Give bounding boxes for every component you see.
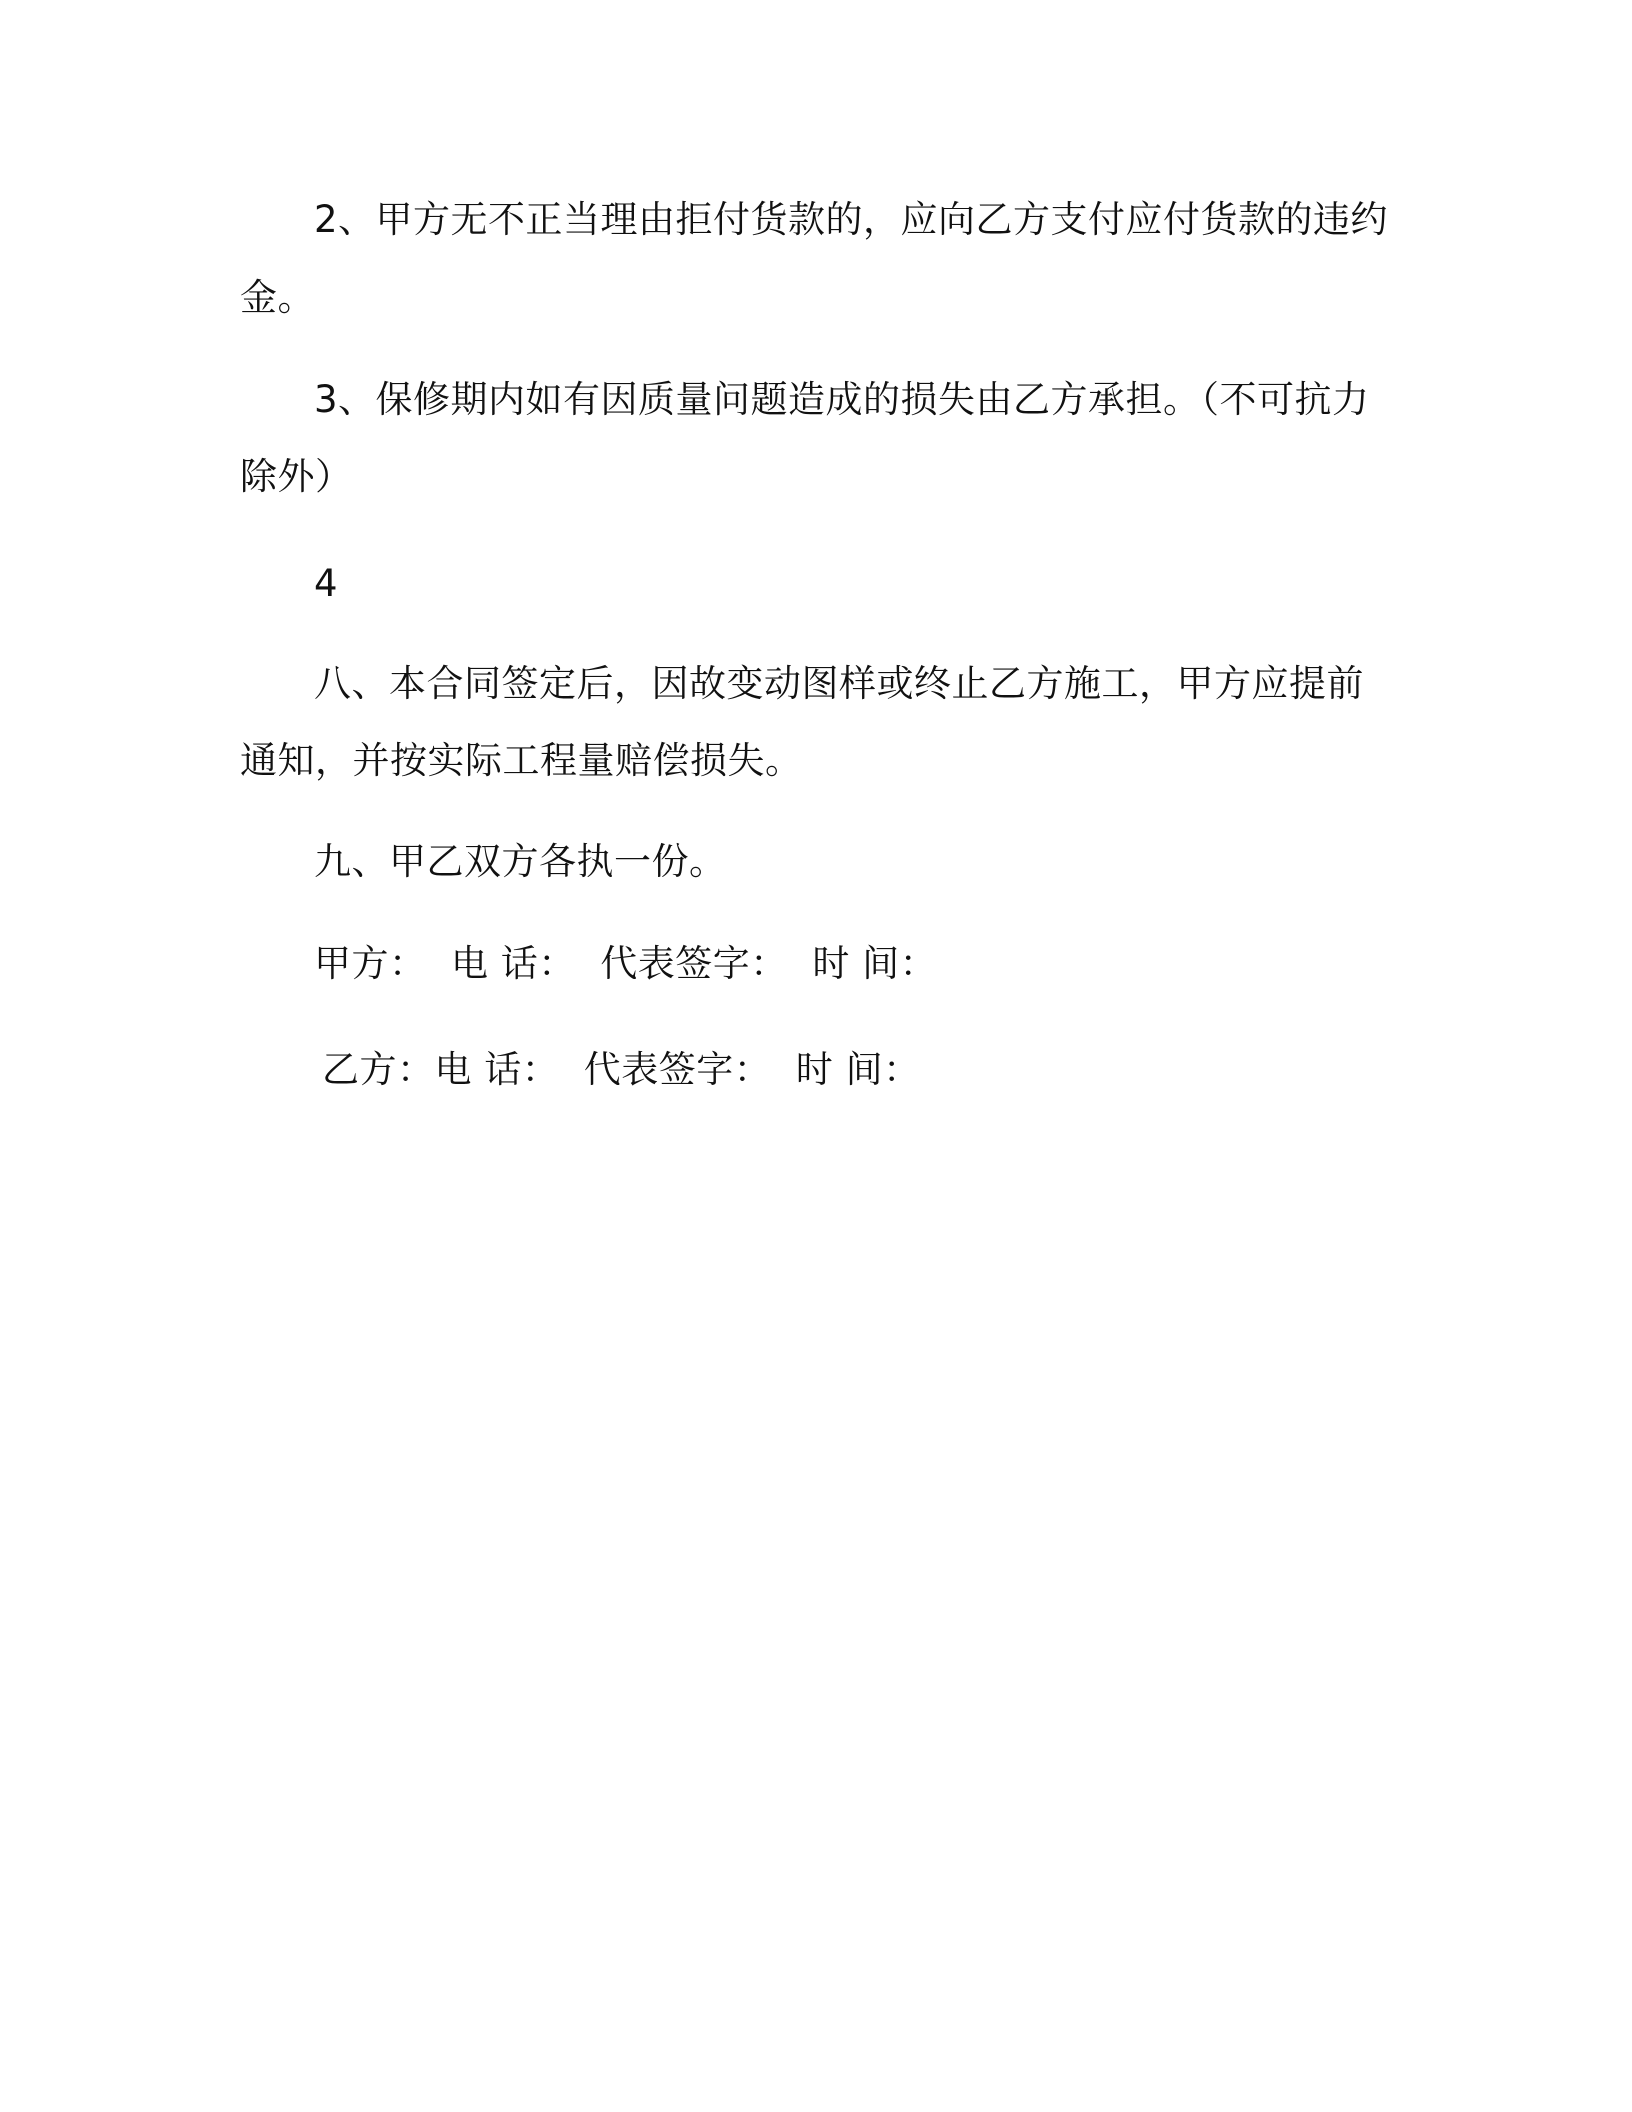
- clause-8-line-1: 八、本合同签定后，因故变动图样或终止乙方施工，甲方应提前: [314, 662, 1364, 705]
- signature-line-party-b: 乙方：电 话： 代表签字： 时 间：: [322, 1048, 921, 1091]
- clause-3-line-1: 3、保修期内如有因质量问题造成的损失由乙方承担。（不可抗力: [314, 378, 1370, 421]
- clause-2-line-1: 2、甲方无不正当理由拒付货款的，应向乙方支付应付货款的违约: [314, 198, 1389, 241]
- clause-2-line-2: 金。: [240, 276, 315, 319]
- signature-line-party-a: 甲方： 电 话： 代表签字： 时 间：: [314, 942, 938, 985]
- clause-3-line-2: 除外）: [240, 455, 353, 498]
- item-4: 4: [314, 562, 339, 605]
- clause-8-line-2: 通知，并按实际工程量赔偿损失。: [240, 739, 803, 782]
- clause-9: 九、甲乙双方各执一份。: [314, 840, 727, 883]
